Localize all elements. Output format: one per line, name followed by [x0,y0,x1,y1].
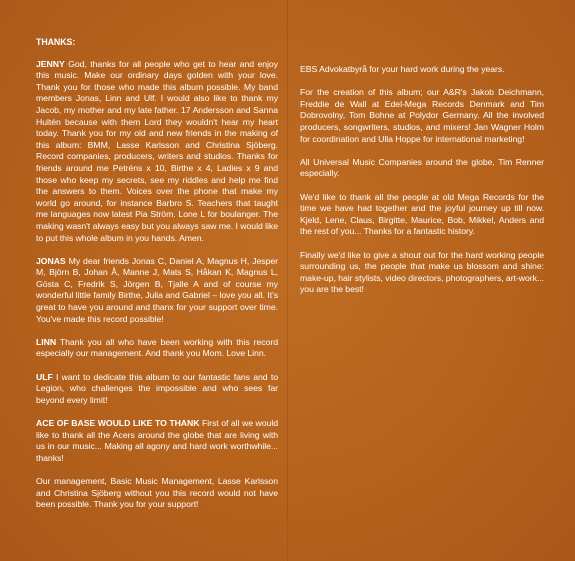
paragraph-management [36,476,278,511]
paragraph-linn [36,337,278,360]
paragraph-universal: All Universal Music Companies around the globe, Tim Renner especially. [300,156,544,179]
paragraph-ace-of-base [36,418,278,464]
paragraph-lead: ACE OF BASE WOULD LIKE TO THANK [36,418,200,428]
paragraph-ulf [36,372,278,407]
paragraph-lead: LINN [36,336,57,347]
page-fold [287,0,288,561]
paragraph-lead: ULF [36,371,53,382]
paragraph-text: Thank you all who have been working with this record especially our management. And thank you Mom. Love Linn. [36,336,278,359]
paragraph-text: My dear friends Jonas C, Daniel A, Magnus H, Jesper M, Björn B, Johan Å, Manne J, Mats S, Håkan K, Magnus L, Gösta C, Fredrik S, Jörgen B, Tjalle A and of course my wonderful little family Birthe, Julia and Gabriel – love you all. It's great to have you around and thanx for your support over time. You've made this record possible! [36,255,278,324]
paragraph-lead: JONAS [36,255,66,266]
paragraph-lead: JENNY [36,58,65,69]
paragraph-jonas [36,256,278,326]
paragraph-text: God, thanks for all people who get to hear and enjoy this music. Make our ordinary days golden with your love. Thank you for those who made this album possible. My band members Jonas, Linn and Ulf. I would also like to thank my Jacob, my mother and my late father. 17 Andersson and Sanna Hultén because with them Lord they wouldn't hear my heart today. Thank you for my old and new friends in the making of this album: BMM, Lasse Karlsson and Christina Sjöberg. Record companies, producers, writers and studios. Thanks for friends around me Petréns x 10, Birthe x 4, Ladies x 9 and those who keep my secrets, see my riddles and help me find the answers to them. Voices over the phone that make my world go around, for instance Barbro S. Teachers that taught me languages now latest Pia Ström. Lone L for boulanger. The making wasn't always easy but you always saw me. I would like to put this whole album in you hands. Amen. [36,58,278,243]
paragraph-jenny [36,59,278,245]
left-column [36,37,278,522]
paragraph-text: Our management, Basic Music Management, Lasse Karlsson and Christina Sjöberg without you this record would not have been possible. Thank you for your support! [36,475,278,510]
paragraph-text: First of all we would like to thank all the Acers around the globe that are living with us in our music... Making all agony and hard work worthwhile... thanks! [36,418,278,463]
paragraph-shout-out: Finally we'd like to give a shout out for the hard working people surrounding us, the people that make us blossom and shine: make-up, hair stylists, video directors, photographers, art-work... you are the best! [300,249,544,295]
paragraph-mega-records: We'd like to thank all the people at old Mega Records for the time we have had together and the joyful journey up till now. Kjeld, Lene, Claus, Birgitte, Maurice, Bob, Mikkel, Anders and the rest of you... Thanks for a fantastic history. [300,191,544,237]
page-heading: THANKS: [36,37,76,47]
paragraph-album-creation: For the creation of this album; our A&R's Jakob Deichmann, Freddie de Wall at Edel-Mega Records Denmark and Tim Dobrovolny, Tom Bohne at Polydor Germany. All the involved producers, songwriters, studios, and mixers! Jan Wagner Holm for coordination and Ulla Hoppe for international marketing! [300,87,544,144]
paragraph-text: I want to dedicate this album to our fantastic fans and to Legion, who challenges the impossible and who sees far beyond every limit! [36,371,278,405]
right-column [300,64,544,307]
paragraph-ebs: EBS Advokatbyrå for your hard work during the years. [300,64,505,74]
